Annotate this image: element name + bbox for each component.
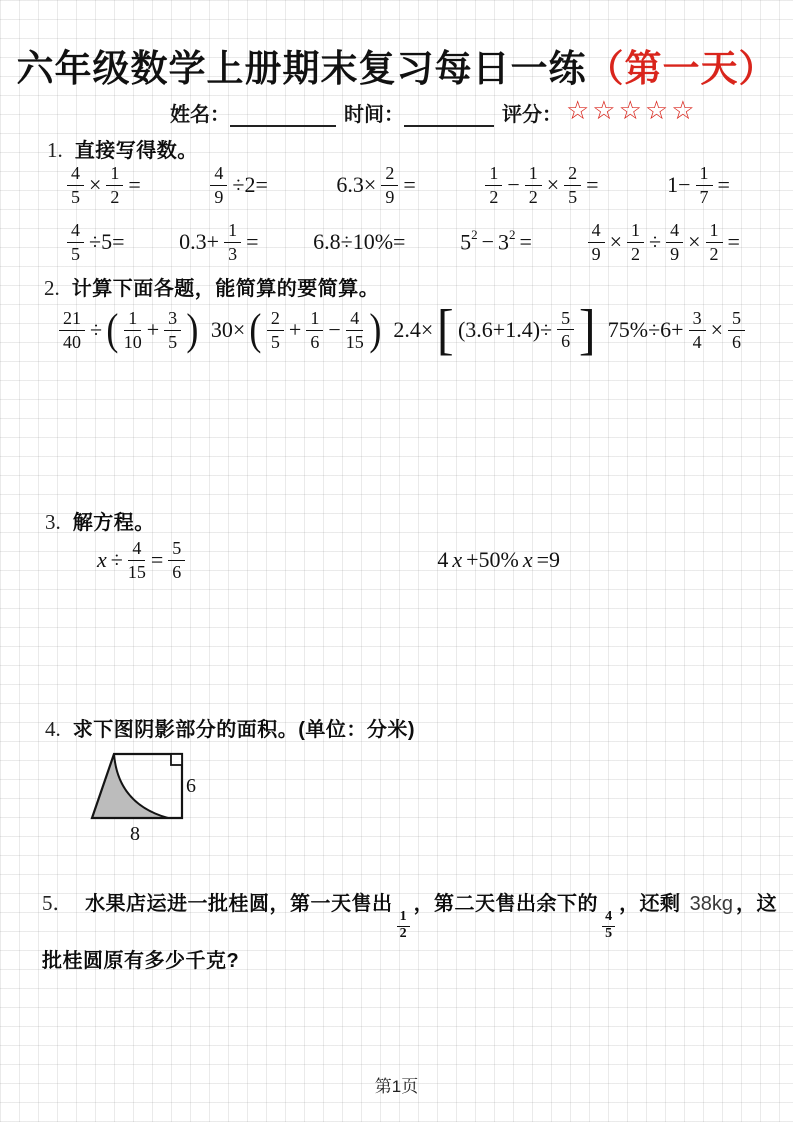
- fraction: $\frac{1}{2}$: [706, 221, 723, 264]
- problem5-text: [42, 884, 780, 980]
- math-expression: [311, 229, 407, 255]
- math-expression: [606, 309, 748, 352]
- fraction: $\frac{4}{15}$: [345, 307, 364, 352]
- math-text: ×: [710, 317, 723, 342]
- math-text: =: [246, 229, 259, 254]
- bracket: [: [437, 298, 455, 361]
- problem1-expressions-row2: [64, 214, 742, 270]
- problem2-title: 计算下面各题，能简算的要简算。: [71, 278, 380, 300]
- math-text: =9: [536, 547, 560, 572]
- figure-height-label: 6: [186, 775, 196, 797]
- math-text: ×: [688, 229, 701, 254]
- math-text: +50%: [466, 547, 519, 572]
- math-expression: [435, 547, 562, 573]
- problem3-equations-row: [95, 530, 562, 590]
- name-label: 姓名：: [170, 104, 230, 126]
- math-text: ÷: [110, 547, 123, 572]
- math-text: +: [288, 317, 302, 342]
- math-text: 75%÷6+: [607, 317, 684, 342]
- page-footer: 第1页: [374, 1077, 419, 1096]
- fraction: $\frac{1}{6}$: [306, 309, 323, 352]
- fraction: $\frac{4}{5}$: [67, 221, 84, 264]
- problem4-figure: [86, 742, 210, 851]
- math-expression: [207, 164, 269, 207]
- meta-line: [170, 97, 698, 128]
- math-expression: [334, 164, 417, 207]
- math-expression: [95, 539, 188, 582]
- page-title: [0, 38, 793, 92]
- math-expression: [585, 221, 742, 264]
- math-text: ÷: [90, 317, 103, 342]
- time-label: 时间：: [344, 104, 404, 126]
- math-text: =: [403, 172, 416, 197]
- fraction: $\frac{4}{5}$: [602, 910, 615, 942]
- figure-base-label: 8: [130, 823, 140, 845]
- power-term: $3^2$: [498, 226, 516, 255]
- fraction: $\frac{1}{2}$: [397, 910, 410, 942]
- bracket: ]: [579, 298, 596, 361]
- fraction: $\frac{4}{9}$: [210, 164, 227, 207]
- paren: (: [249, 305, 262, 355]
- title-day-badge: （第一天）: [586, 48, 777, 89]
- fraction: $\frac{5}{6}$: [168, 539, 185, 582]
- math-text: 2.4×: [393, 316, 434, 342]
- time-input-line[interactable]: [404, 109, 494, 127]
- math-text: −: [507, 172, 520, 197]
- fraction: $\frac{2}{5}$: [564, 164, 581, 207]
- fraction: $\frac{2}{5}$: [267, 309, 284, 352]
- problem1-number: 1.: [47, 138, 63, 162]
- text-run: ，还剩: [619, 893, 687, 915]
- fraction: $\frac{4}{15}$: [127, 537, 146, 582]
- problem2-expressions-row: [56, 292, 748, 368]
- math-text: 30×: [210, 317, 246, 342]
- math-text: −: [328, 317, 341, 342]
- problem3-number: 3.: [45, 510, 61, 534]
- name-input-line[interactable]: [230, 109, 336, 127]
- math-text: =: [128, 172, 141, 197]
- fraction: $\frac{2}{9}$: [381, 164, 398, 207]
- math-text: =: [727, 229, 740, 254]
- fraction: $\frac{4}{9}$: [588, 221, 605, 264]
- text-run: 水果店运进一批桂圆，第一天售出: [85, 893, 393, 915]
- paren: (: [106, 305, 119, 355]
- variable: x: [522, 547, 533, 572]
- math-text: =: [150, 547, 164, 572]
- variable: x: [97, 547, 107, 572]
- fraction: $\frac{3}{4}$: [689, 309, 706, 352]
- fraction: $\frac{1}{2}$: [627, 221, 644, 264]
- fraction: $\frac{1}{2}$: [485, 164, 502, 207]
- fraction: $\frac{21}{40}$: [59, 309, 85, 352]
- math-expression: [482, 164, 600, 207]
- fraction: $\frac{4}{9}$: [666, 221, 683, 264]
- text-run: ，这批桂圆原有多少千克?: [42, 893, 777, 973]
- math-text: ÷2=: [232, 172, 268, 197]
- math-text: (3.6+1.4)÷: [457, 316, 553, 342]
- fraction: $\frac{1}{10}$: [123, 307, 142, 352]
- problem5-number: 5．: [42, 891, 74, 915]
- fraction: $\frac{1}{3}$: [224, 221, 241, 264]
- fraction: $\frac{1}{2}$: [106, 164, 123, 207]
- problem4-header: [45, 713, 415, 742]
- math-text: +: [146, 317, 160, 342]
- quantity-text: 38kg: [689, 893, 733, 915]
- problem4-number: 4.: [45, 717, 61, 741]
- math-text: ×: [89, 172, 102, 197]
- score-label: 评分：: [502, 104, 562, 126]
- math-text: 0.3+: [179, 229, 220, 254]
- math-text: 6.3×: [336, 172, 377, 197]
- shaded-area-diagram: [86, 742, 210, 846]
- paren: ): [186, 305, 199, 355]
- right-angle-marker: [171, 754, 182, 765]
- math-expression: [64, 164, 143, 207]
- math-text: ÷5=: [89, 229, 125, 254]
- math-text: −: [481, 228, 495, 254]
- math-text: =: [586, 172, 599, 197]
- problem4-title: 求下图阴影部分的面积。(单位：分米): [72, 719, 416, 741]
- title-main: 六年级数学上册期末复习每日一练: [16, 48, 587, 89]
- math-expression: [177, 221, 260, 264]
- fraction: $\frac{1}{2}$: [525, 164, 542, 207]
- math-expression: [458, 226, 534, 255]
- text-run: ，第二天售出余下的: [413, 893, 599, 915]
- math-expression: [665, 164, 732, 207]
- math-expression: [56, 305, 201, 355]
- math-text: 6.8÷10%=: [313, 229, 406, 254]
- fraction: $\frac{5}{6}$: [557, 309, 574, 352]
- fraction: $\frac{1}{7}$: [696, 164, 713, 207]
- fraction: $\frac{3}{5}$: [164, 309, 181, 352]
- math-text: 4: [437, 547, 449, 572]
- math-text: ÷: [649, 229, 662, 254]
- problem1-expressions-row1: [64, 155, 732, 215]
- math-text: =: [519, 228, 532, 254]
- math-text: =: [717, 172, 730, 197]
- fraction: $\frac{5}{6}$: [728, 309, 745, 352]
- math-text: ×: [546, 172, 560, 197]
- math-text: ×: [609, 229, 623, 254]
- math-expression: [391, 298, 597, 361]
- problem1-title: 直接写得数。: [74, 140, 198, 162]
- score-stars[interactable]: ☆☆☆☆☆: [566, 95, 698, 125]
- fraction: $\frac{4}{5}$: [67, 164, 84, 207]
- problem3-title: 解方程。: [72, 512, 155, 534]
- variable: x: [452, 547, 463, 572]
- math-expression: [209, 305, 384, 355]
- math-text: 1−: [667, 172, 691, 197]
- math-expression: [64, 221, 126, 264]
- power-term: $5^2$: [460, 226, 478, 255]
- problem2-number: 2.: [44, 276, 60, 300]
- paren: ): [369, 305, 382, 355]
